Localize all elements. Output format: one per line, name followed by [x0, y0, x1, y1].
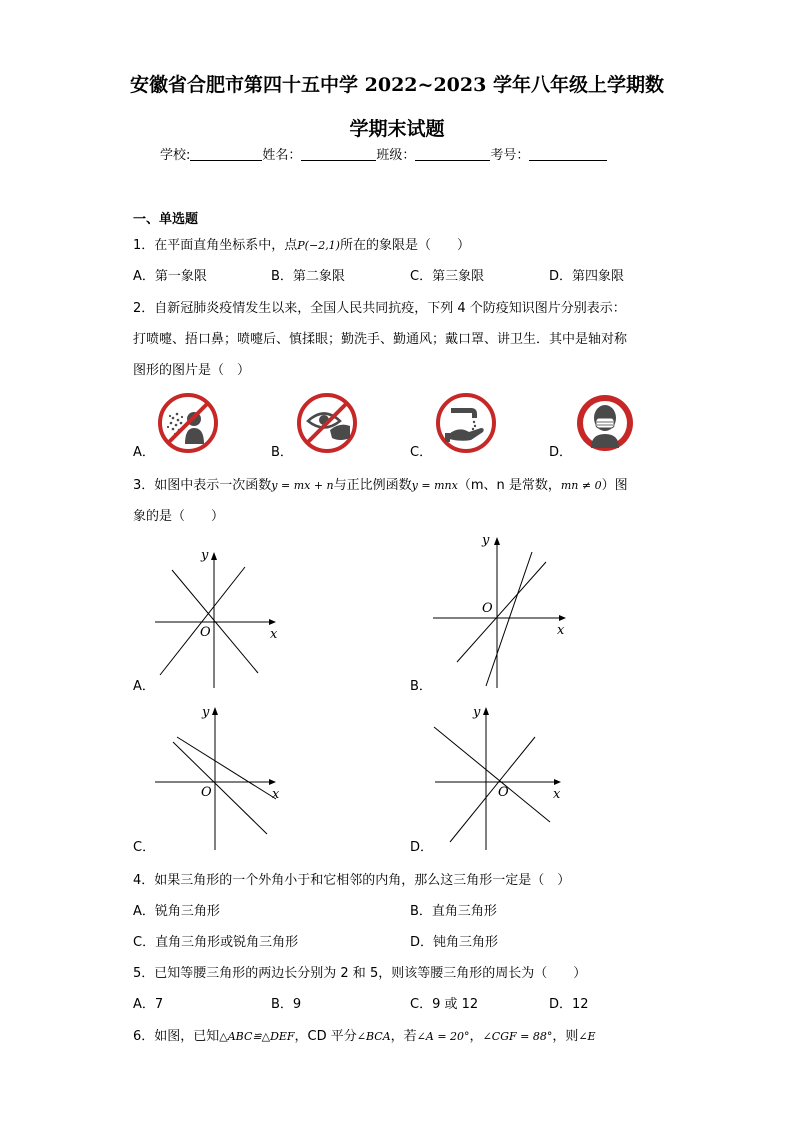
graph-c-y-label: y: [202, 705, 210, 720]
q4-option-b[interactable]: B．直角三角形: [410, 904, 497, 919]
question-4: 4．如果三角形的一个外角小于和它相邻的内角，那么这三角形一定是（ ）: [133, 873, 571, 888]
q3-option-a[interactable]: A．: [133, 679, 155, 694]
q1-option-a[interactable]: A．第一象限: [133, 269, 207, 284]
q4-option-d[interactable]: D．钝角三角形: [410, 935, 499, 950]
graph-d: [430, 702, 575, 852]
question-1: [133, 234, 470, 253]
q3-formula1: y = mx + n: [271, 479, 334, 492]
q5-option-c[interactable]: C．9 或 12: [410, 997, 479, 1012]
question-2-line2: 打喷嚏、捂口鼻；喷嚏后、慎揉眼；勤洗手、勤通风；戴口罩、讲卫生．其中是轴对称: [133, 332, 628, 347]
q6-angle2: ∠A = 20°: [416, 1030, 470, 1043]
number-label: 考号：: [490, 148, 530, 163]
q2-option-c[interactable]: C．: [410, 445, 433, 460]
q1-text: 1．在平面直角坐标系中，点: [133, 238, 298, 253]
question-5: 5．已知等腰三角形的两边长分别为 2 和 5，则该等腰三角形的周长为（ ）: [133, 966, 587, 981]
q1-option-d[interactable]: D．第四象限: [549, 269, 625, 284]
graph-c-x-label: x: [272, 787, 280, 802]
sneeze-icon: [157, 392, 219, 454]
class-field[interactable]: [415, 148, 490, 161]
q1-option-c[interactable]: C．第三象限: [410, 269, 485, 284]
q6-text-e: ，则: [552, 1029, 579, 1044]
q6-text-b: ，CD 平分: [294, 1029, 357, 1044]
graph-b-origin: O: [482, 601, 493, 616]
q3-formula3: mn ≠ 0: [560, 479, 602, 492]
class-label: 班级：: [376, 148, 416, 163]
student-info-row: [160, 144, 607, 163]
mask-icon: [574, 392, 636, 454]
number-field[interactable]: [529, 148, 607, 161]
q3-option-d[interactable]: D．: [410, 840, 434, 855]
school-label: 学校:: [160, 148, 191, 163]
question-3-line2: 象的是（ ）: [133, 509, 225, 524]
graph-b-y-label: y: [482, 533, 490, 548]
q6-angle3: ∠CGF = 88°: [482, 1030, 553, 1043]
q1-text-end: 所在的象限是（ ）: [339, 238, 470, 253]
question-2-line1: 2．自新冠肺炎疫情发生以来，全国人民共同抗疫，下列 4 个防疫知识图片分别表示：: [133, 301, 626, 316]
q2-option-d[interactable]: D．: [549, 445, 573, 460]
hand-wash-icon: [435, 392, 497, 454]
graph-b: [430, 530, 575, 690]
graph-a-x-label: x: [270, 627, 278, 642]
exam-title-line2: 学期末试题: [349, 118, 445, 140]
school-field[interactable]: [190, 148, 262, 161]
q3-text-d: ）图: [601, 478, 628, 493]
eye-rub-icon: [296, 392, 358, 454]
q6-text-d: ，: [469, 1029, 483, 1044]
graph-d-origin: O: [498, 785, 509, 800]
q5-option-a[interactable]: A．7: [133, 997, 164, 1012]
q3-text-b: 与正比例函数: [333, 478, 412, 493]
q6-text-c: ，若: [390, 1029, 417, 1044]
q2-option-b[interactable]: B．: [271, 445, 293, 460]
graph-a-y-label: y: [201, 548, 209, 563]
q1-option-b[interactable]: B．第二象限: [271, 269, 345, 284]
q3-text-c: （m、n 是常数，: [457, 478, 561, 493]
q3-option-c[interactable]: C．: [133, 840, 156, 855]
graph-c-origin: O: [201, 785, 212, 800]
graph-b-x-label: x: [557, 623, 565, 638]
section-title: 一、单选题: [133, 212, 199, 227]
q2-option-a[interactable]: A．: [133, 445, 155, 460]
q6-angle4: ∠E: [578, 1030, 596, 1043]
graph-c: [150, 702, 290, 852]
name-label: 姓名：: [262, 148, 302, 163]
question-3-line1: [133, 474, 628, 493]
exam-title-line1: 安徽省合肥市第四十五中学 2022~2023 学年八年级上学期数: [130, 74, 664, 96]
graph-d-y-label: y: [473, 705, 481, 720]
q4-option-c[interactable]: C．直角三角形或锐角三角形: [133, 935, 299, 950]
graph-d-x-label: x: [553, 787, 561, 802]
q6-angle1: ∠BCA: [356, 1030, 391, 1043]
q6-text-a: 6．如图，已知: [133, 1029, 220, 1044]
q3-text-a: 3．如图中表示一次函数: [133, 478, 272, 493]
q4-option-a[interactable]: A．锐角三角形: [133, 904, 220, 919]
question-2-line3: 图形的图片是（ ）: [133, 363, 251, 378]
q1-point: P(−2,1): [297, 239, 340, 252]
q5-option-b[interactable]: B．9: [271, 997, 302, 1012]
graph-a-origin: O: [200, 625, 211, 640]
graph-a: [150, 545, 290, 690]
q3-formula2: y = mnx: [411, 479, 458, 492]
q5-option-d[interactable]: D．12: [549, 997, 589, 1012]
name-field[interactable]: [301, 148, 376, 161]
question-6: [133, 1025, 596, 1044]
q3-option-b[interactable]: B．: [410, 679, 432, 694]
q6-congruence: △ABC≌△DEF: [219, 1030, 295, 1043]
